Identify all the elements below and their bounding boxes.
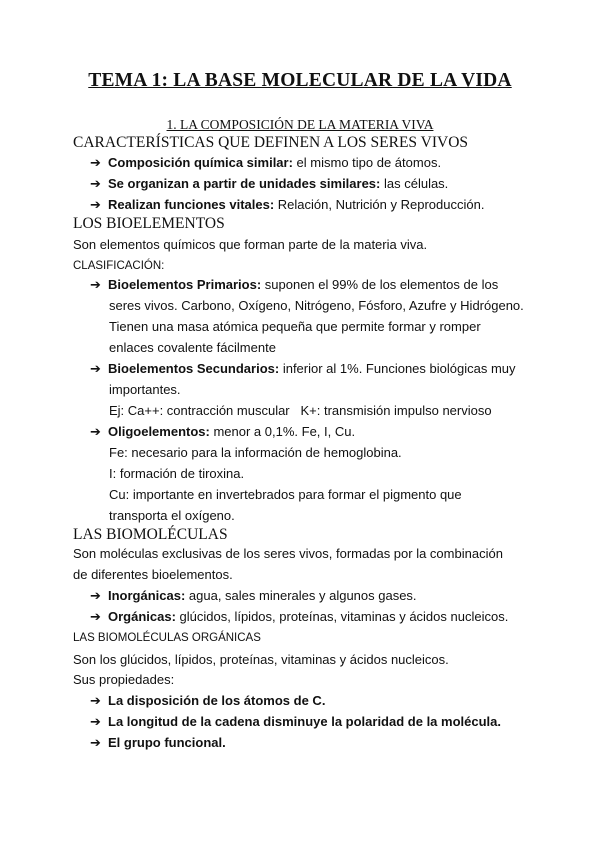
arrow-icon: ➔ [90, 735, 101, 750]
list-item: ➔ Orgánicas: glúcidos, lípidos, proteínas, vitaminas y ácidos nucleicos. [90, 609, 509, 624]
heading-bioelementos: LOS BIOELEMENTOS [73, 215, 225, 232]
list-item: ➔ Inorgánicas: agua, sales minerales y algunos gases. [90, 588, 417, 603]
arrow-icon: ➔ [90, 714, 101, 729]
arrow-icon: ➔ [90, 155, 101, 170]
list-item: ➔ El grupo funcional. [90, 735, 226, 750]
list-item: ➔ Oligoelementos: menor a 0,1%. Fe, I, Cu. [90, 424, 356, 439]
list-item-continuation: enlaces covalente fácilmente [109, 340, 276, 355]
paragraph: Sus propiedades: [73, 672, 175, 687]
heading-caracteristicas: CARACTERÍSTICAS QUE DEFINEN A LOS SERES VIVOS [73, 134, 469, 151]
list-item-continuation: transporta el oxígeno. [109, 508, 235, 523]
list-item: ➔ Bioelementos Secundarios: inferior al 1%. Funciones biológicas muy [90, 361, 516, 376]
list-item-continuation: importantes. [109, 382, 181, 397]
list-item: ➔ La disposición de los átomos de C. [90, 693, 326, 708]
paragraph: Son los glúcidos, lípidos, proteínas, vitaminas y ácidos nucleicos. [73, 652, 449, 667]
arrow-icon: ➔ [90, 176, 101, 191]
list-item-continuation: I: formación de tiroxina. [109, 466, 245, 481]
label-clasificacion: CLASIFICACIÓN: [73, 260, 165, 272]
section-subtitle: 1. LA COMPOSICIÓN DE LA MATERIA VIVA [166, 117, 434, 132]
list-item-continuation: seres vivos. Carbono, Oxígeno, Nitrógeno, Fósforo, Azufre y Hidrógeno. [109, 298, 524, 313]
list-item-continuation: Fe: necesario para la información de hemoglobina. [109, 445, 402, 460]
arrow-icon: ➔ [90, 277, 101, 292]
page-title: TEMA 1: LA BASE MOLECULAR DE LA VIDA [88, 70, 512, 91]
arrow-icon: ➔ [90, 609, 101, 624]
list-item-continuation: Ej: Ca++: contracción muscular K+: transmisión impulso nervioso [109, 403, 492, 418]
heading-biomoleculas: LAS BIOMOLÉCULAS [73, 526, 228, 543]
paragraph: Son moléculas exclusivas de los seres vivos, formadas por la combinación [73, 546, 503, 561]
paragraph: Son elementos químicos que forman parte de la materia viva. [73, 237, 428, 252]
list-item: ➔ La longitud de la cadena disminuye la polaridad de la molécula. [90, 714, 501, 729]
subheading-organicas: LAS BIOMOLÉCULAS ORGÁNICAS [73, 632, 261, 644]
list-item: ➔ Bioelementos Primarios: suponen el 99% de los elementos de los [90, 277, 499, 292]
list-item-continuation: Tienen una masa atómica pequeña que permite formar y romper [109, 319, 481, 334]
list-item: ➔ Composición química similar: el mismo tipo de átomos. [90, 155, 442, 170]
arrow-icon: ➔ [90, 361, 101, 376]
list-item-continuation: Cu: importante en invertebrados para formar el pigmento que [109, 487, 462, 502]
arrow-icon: ➔ [90, 693, 101, 708]
arrow-icon: ➔ [90, 197, 101, 212]
paragraph: de diferentes bioelementos. [73, 567, 233, 582]
list-item: ➔ Se organizan a partir de unidades similares: las células. [90, 176, 449, 191]
list-item: ➔ Realizan funciones vitales: Relación, Nutrición y Reproducción. [90, 197, 485, 212]
arrow-icon: ➔ [90, 588, 101, 603]
arrow-icon: ➔ [90, 424, 101, 439]
